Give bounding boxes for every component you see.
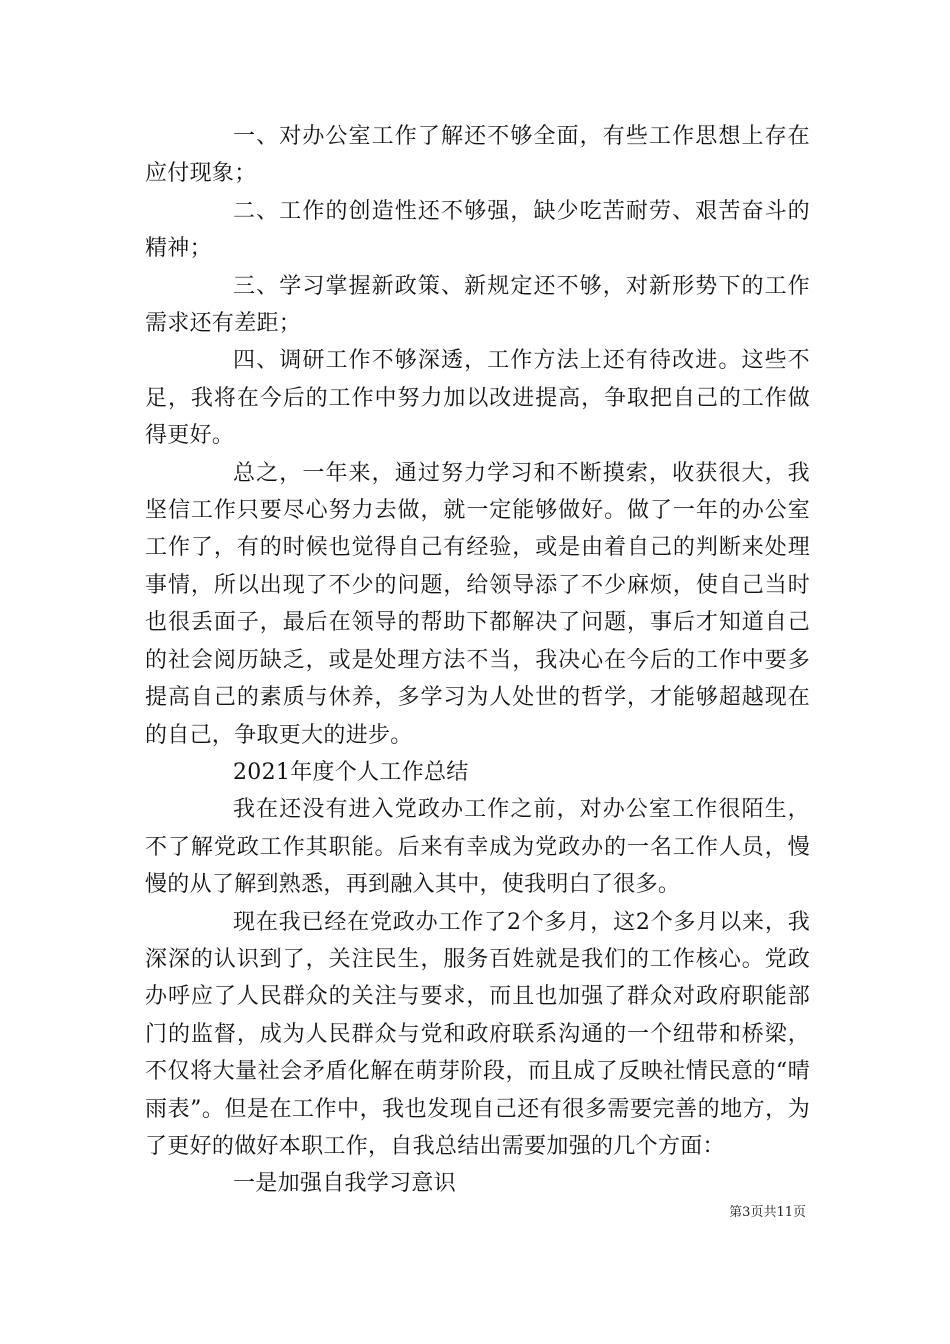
- paragraph-shortcoming-3: 三、学习掌握新政策、新规定还不够，对新形势下的工作需求还有差距；: [145, 273, 810, 337]
- section-heading: 2021年度个人工作总结: [233, 759, 469, 785]
- paragraph-work-core: 现在我已经在党政办工作了2个多月，这2个多月以来，我深深的认识到了，关注民生，服务百姓就是我们的工作核心。党政办呼应了人民群众的关注与要求，而且也加强了群众对政府职能部门的监督，成为人民群众与党和政府联系沟通的一个纽带和桥梁，不仅将大量社会矛盾化解在萌芽阶段，而且成了反映社情民意的“晴雨表”。但是在工作中，我也发现自己还有很多需要完善的地方，为了更好的做好本职工作，自我总结出需要加强的几个方面：: [145, 909, 810, 1159]
- paragraph-summary: 总之，一年来，通过努力学习和不断摸索，收获很大，我坚信工作只要尽心努力去做，就一定能够做好。做了一年的办公室工作了，有的时候也觉得自己有经验，或是由着自己的判断来处理事情，所以出现了不少的问题，给领导添了不少麻烦，使自己当时也很丢面子，最后在领导的帮助下都解决了问题，事后才知道自己的社会阅历缺乏，或是处理方法不当，我决心在今后的工作中要多提高自己的素质与休养，多学习为人处世的哲学，才能够超越现在的自己，争取更大的进步。: [145, 460, 810, 748]
- document-body: [145, 118, 810, 1203]
- page-number-footer: 第3页共11页: [729, 1205, 806, 1220]
- paragraph-intro: 我在还没有进入党政办工作之前，对办公室工作很陌生，不了解党政工作其职能。后来有幸成为党政办的一名工作人员，慢慢的从了解到熟悉，再到融入其中，使我明白了很多。: [145, 797, 810, 898]
- paragraph-shortcoming-4: 四、调研工作不够深透，工作方法上还有待改进。这些不足，我将在今后的工作中努力加以改进提高，争取把自己的工作做得更好。: [145, 348, 810, 449]
- paragraph-shortcoming-1: 一、对办公室工作了解还不够全面，有些工作思想上存在应付现象；: [145, 124, 810, 187]
- paragraph-shortcoming-2: 二、工作的创造性还不够强，缺少吃苦耐劳、艰苦奋斗的精神；: [145, 198, 810, 262]
- paragraph-point-1: 一是加强自我学习意识: [233, 1171, 457, 1197]
